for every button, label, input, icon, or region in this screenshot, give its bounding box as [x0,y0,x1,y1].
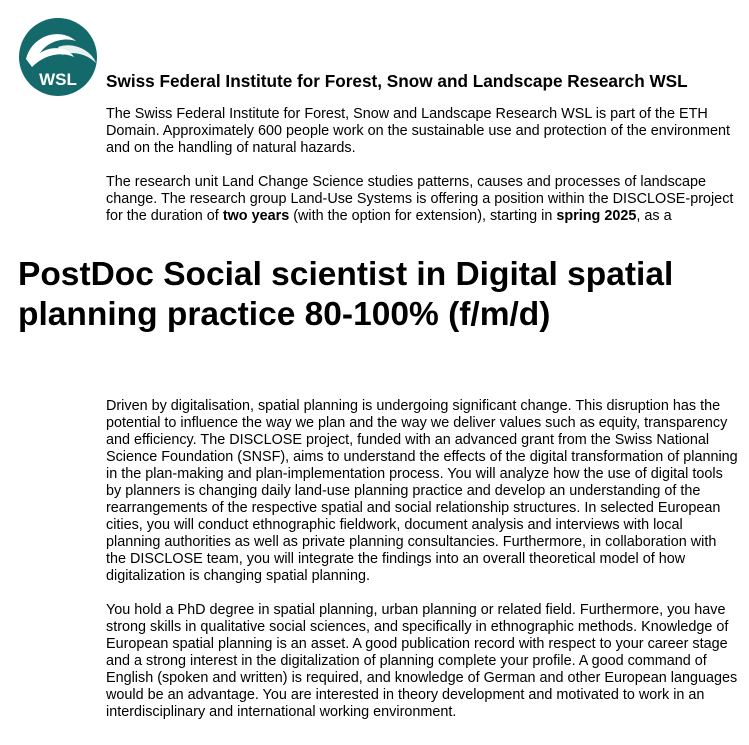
org-name: Swiss Federal Institute for Forest, Snow and Landscape Research WSL [106,71,688,91]
intro-section [106,106,738,242]
svg-text:WSL: WSL [39,70,77,89]
intro-paragraph-2 [106,174,738,225]
job-title: PostDoc Social scientist in Digital spatial planning practice 80-100% (f/m/d) [18,256,674,333]
description-paragraph-2: You hold a PhD degree in spatial planning, urban planning or related field. Furthermore, you have strong skills in qualitative social sciences, and specifically in ethnographic methods. Knowledge of European spatial planning is an asset. A good publication record with respect to your career stage and a strong interest in the digitalization of planning complete your profile. A good command of English (spoken and written) is required, and knowledge of German and other European languages would be an advantage. You are interested in theory development and motivated to work in an interdisciplinary and international working environment. [106,602,738,720]
intro-text-3: , as a [636,208,672,224]
job-description [106,398,740,738]
duration-bold: two years [222,208,290,224]
intro-text-2: (with the option for extension), starting in [289,208,557,224]
start-date-bold: spring 2025 [556,208,637,224]
intro-text-1: The research unit Land Change Science studies patterns, causes and processes of landscape change. The research group Land-Use Systems is offering a position within the DISCLOSE-project for the duration of [106,174,734,224]
description-paragraph-1: Driven by digitalisation, spatial planning is undergoing significant change. This disruption has the potential to influence the way we plan and the way we deliver values such as equity, transparency and efficiency. The DISCLOSE project, funded with an advanced grant from the Swiss National Science Foundation (SNSF), aims to understand the effects of the digital transformation of planning in the plan-making and plan-implementation process. You will analyze how the use of digital tools by planners is changing daily land-use planning practice and develop an understanding of the rearrangements of the respective spatial and social relationship structures. In selected European cities, you will conduct ethnographic fieldwork, document analysis and interviews with local planning authorities as well as private planning consultancies. Furthermore, in collaboration with the DISCLOSE team, you will integrate the findings into an overall theoretical model of how digitalization is changing spatial planning. [106,398,738,584]
intro-paragraph-1: The Swiss Federal Institute for Forest, Snow and Landscape Research WSL is part of the ETH Domain. Approximately 600 people work on the sustainable use and protection of the environment and on the handling of natural hazards. [106,106,730,156]
wsl-logo [18,17,100,97]
wsl-logo-icon [18,17,100,97]
